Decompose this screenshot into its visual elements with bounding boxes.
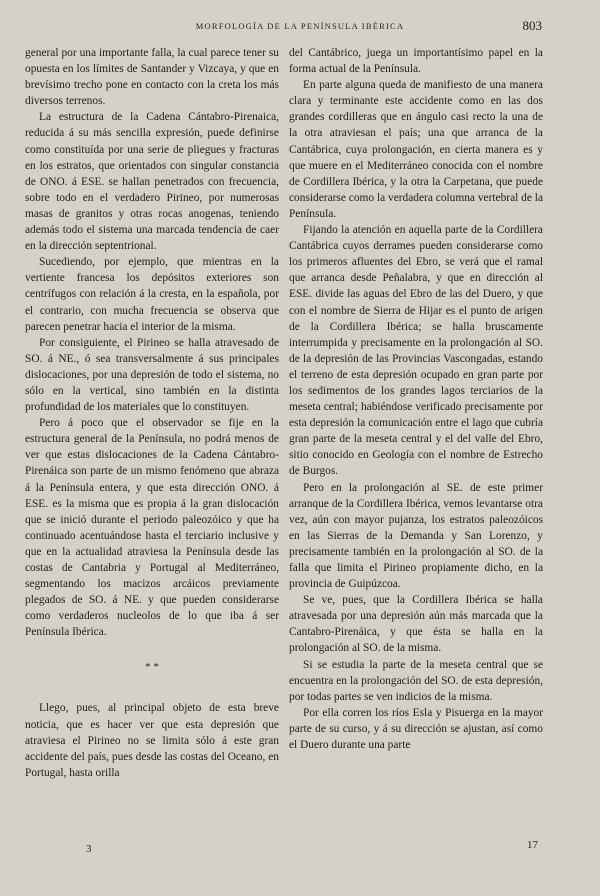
paragraph: La estructura de la Cadena Cántabro-Pirenaica, reducida á su más sencilla expresión, puede definirse como constituída por una serie de pliegues y fracturas en los estratos, que orientados con singular constancia de ONO. á ESE. se hallan penetrados con frecuencia, sobre todo en el verdadero Pirineo, por numerosas masas de granitos y otras rocas anogenas, teniendo además todo el sistema una marcada tendencia de caer en la dirección septentrional. bbox=[25, 111, 279, 253]
paragraph: Sucediendo, por ejemplo, que mientras en la vertiente francesa los depósitos exteriores son centrífugos con relación á la cresta, en la española, por el contrario, con mucha frecuencia se observa que parecen penetrar hacia el interior de la misma. bbox=[25, 256, 279, 333]
section-asterism: * * bbox=[145, 661, 159, 674]
right-column bbox=[289, 45, 543, 753]
paragraph: del Cantábrico, juega un importantísimo papel en la forma actual de la Península. bbox=[289, 47, 543, 76]
running-title: MORFOLOGÍA DE LA PENÍNSULA IBÉRICA bbox=[195, 21, 405, 31]
paragraph: Pero á poco que el observador se fije en la estructura general de la Península, no podrá menos de ver que estas dislocaciones de la Cadena Cántabro-Pirenáica son parte de un mismo fenómeno que abraza á la Península entera, y que esta dirección ONO. á ESE. es la misma que es propia á la gran dislocación que se inició durante el periodo paleozóico y que ha continuado acentuándose hasta el terciario inclusive y que en la actualidad atraviesa la Península desde las costas de Cantabria y Portugal al Mediterráneo, segmentando los macizos arcáicos previamente plegados de SO. á NE. y que pueden considerarse como verdaderos nucleolos de lo que iba á ser Península Ibérica. bbox=[25, 417, 279, 639]
paragraph: Por consiguiente, el Pirineo se halla atravesado de SO. á NE., ó sea transversalmente á sus principales dislocaciones, por una depresión de todo el sistema, no sólo en la vertical, sino también en la distinta profundidad de los materiales que lo constituyen. bbox=[25, 336, 279, 414]
page-header bbox=[0, 20, 600, 36]
paragraph: general por una importante falla, la cual parece tener su opuesta en los límites de Santander y Vizcaya, y que en brevísimo trecho pone en contacto con la creta los más diversos terrenos. bbox=[25, 47, 279, 108]
paragraph: Llego, pues, al principal objeto de esta breve noticia, que es hacer ver que esta depresión que atraviesa el Pirineo no se limita sólo á este gran accidente del país, pues desde las costas del Oceano, en Portugal, hasta orilla bbox=[25, 702, 279, 779]
paragraph: Si se estudia la parte de la meseta central que se encuentra en la prolongación del SO. de esta depresión, por todas partes se ven indicios de la misma. bbox=[289, 658, 543, 703]
page-number: 803 bbox=[522, 18, 542, 33]
sheet-number: 17 bbox=[527, 839, 538, 851]
paragraph: En parte alguna queda de manifiesto de una manera clara y terminante este accidente como en las dos grandes cordilleras que en ángulo casi recto la una de la otra atraviesan el país; una que arranca de la Cantábrica, cuya prolongación, en cierta manera es y que muere en el Mediterráneo conocida con el nombre de Cordillera Ibérica, y la otra la Carpetana, que puede considerarse como la verdadera columna vertebral de la Península. bbox=[289, 79, 543, 220]
printer-signature: 3 bbox=[86, 843, 92, 855]
left-column bbox=[25, 45, 279, 781]
paragraph: Fijando la atención en aquella parte de la Cordillera Cantábrica cuyos derrames pueden considerarse como los primeros afluentes del Ebro, se verá que el ramal que arranca desde Peñalabra, y que en dirección al ESE. divide las aguas del Ebro de las del Duero, y que con el nombre de Sierra de Hijar es el punto de arigen de la Cordillera Ibérica; se halla bruscamente interrumpida y precisamente en la prolongación al SO. de la depresión de las Provincias Vascongadas, estando el terreno de esta depresión ocupado en gran parte por los sedimentos de los grandes lagos terciarios de la meseta central; habiéndose verificado precisamente por esta depresión la comunicación entre el lago que cubría gran parte de la meseta central y el del valle del Ebro, sitio conocido en Geología con el nombre de Estrecho de Burgos. bbox=[289, 224, 543, 478]
paragraph: Pero en la prolongación al SE. de este primer arranque de la Cordillera Ibérica, vemos levantarse otra vez, aún con mayor pujanza, los estratos paleozóicos en las Sierras de la Demanda y San Lorenzo, y precisamente también en la prolongación al SO. de la falla que limita el Pirineo propiamente dicho, en la provincia de Guipúzcoa. bbox=[289, 481, 543, 591]
paragraph: Se ve, pues, que la Cordillera Ibérica se halla atravesada por una depresión aún más marcada que la Cantabro-Pirenáica, y que ésta se halla en la prolongación al SO. de la misma. bbox=[289, 594, 543, 655]
paragraph: Por ella corren los ríos Esla y Pisuerga en la mayor parte de su curso, y á su dirección se ajustan, así como el Duero durante una parte bbox=[289, 706, 543, 752]
